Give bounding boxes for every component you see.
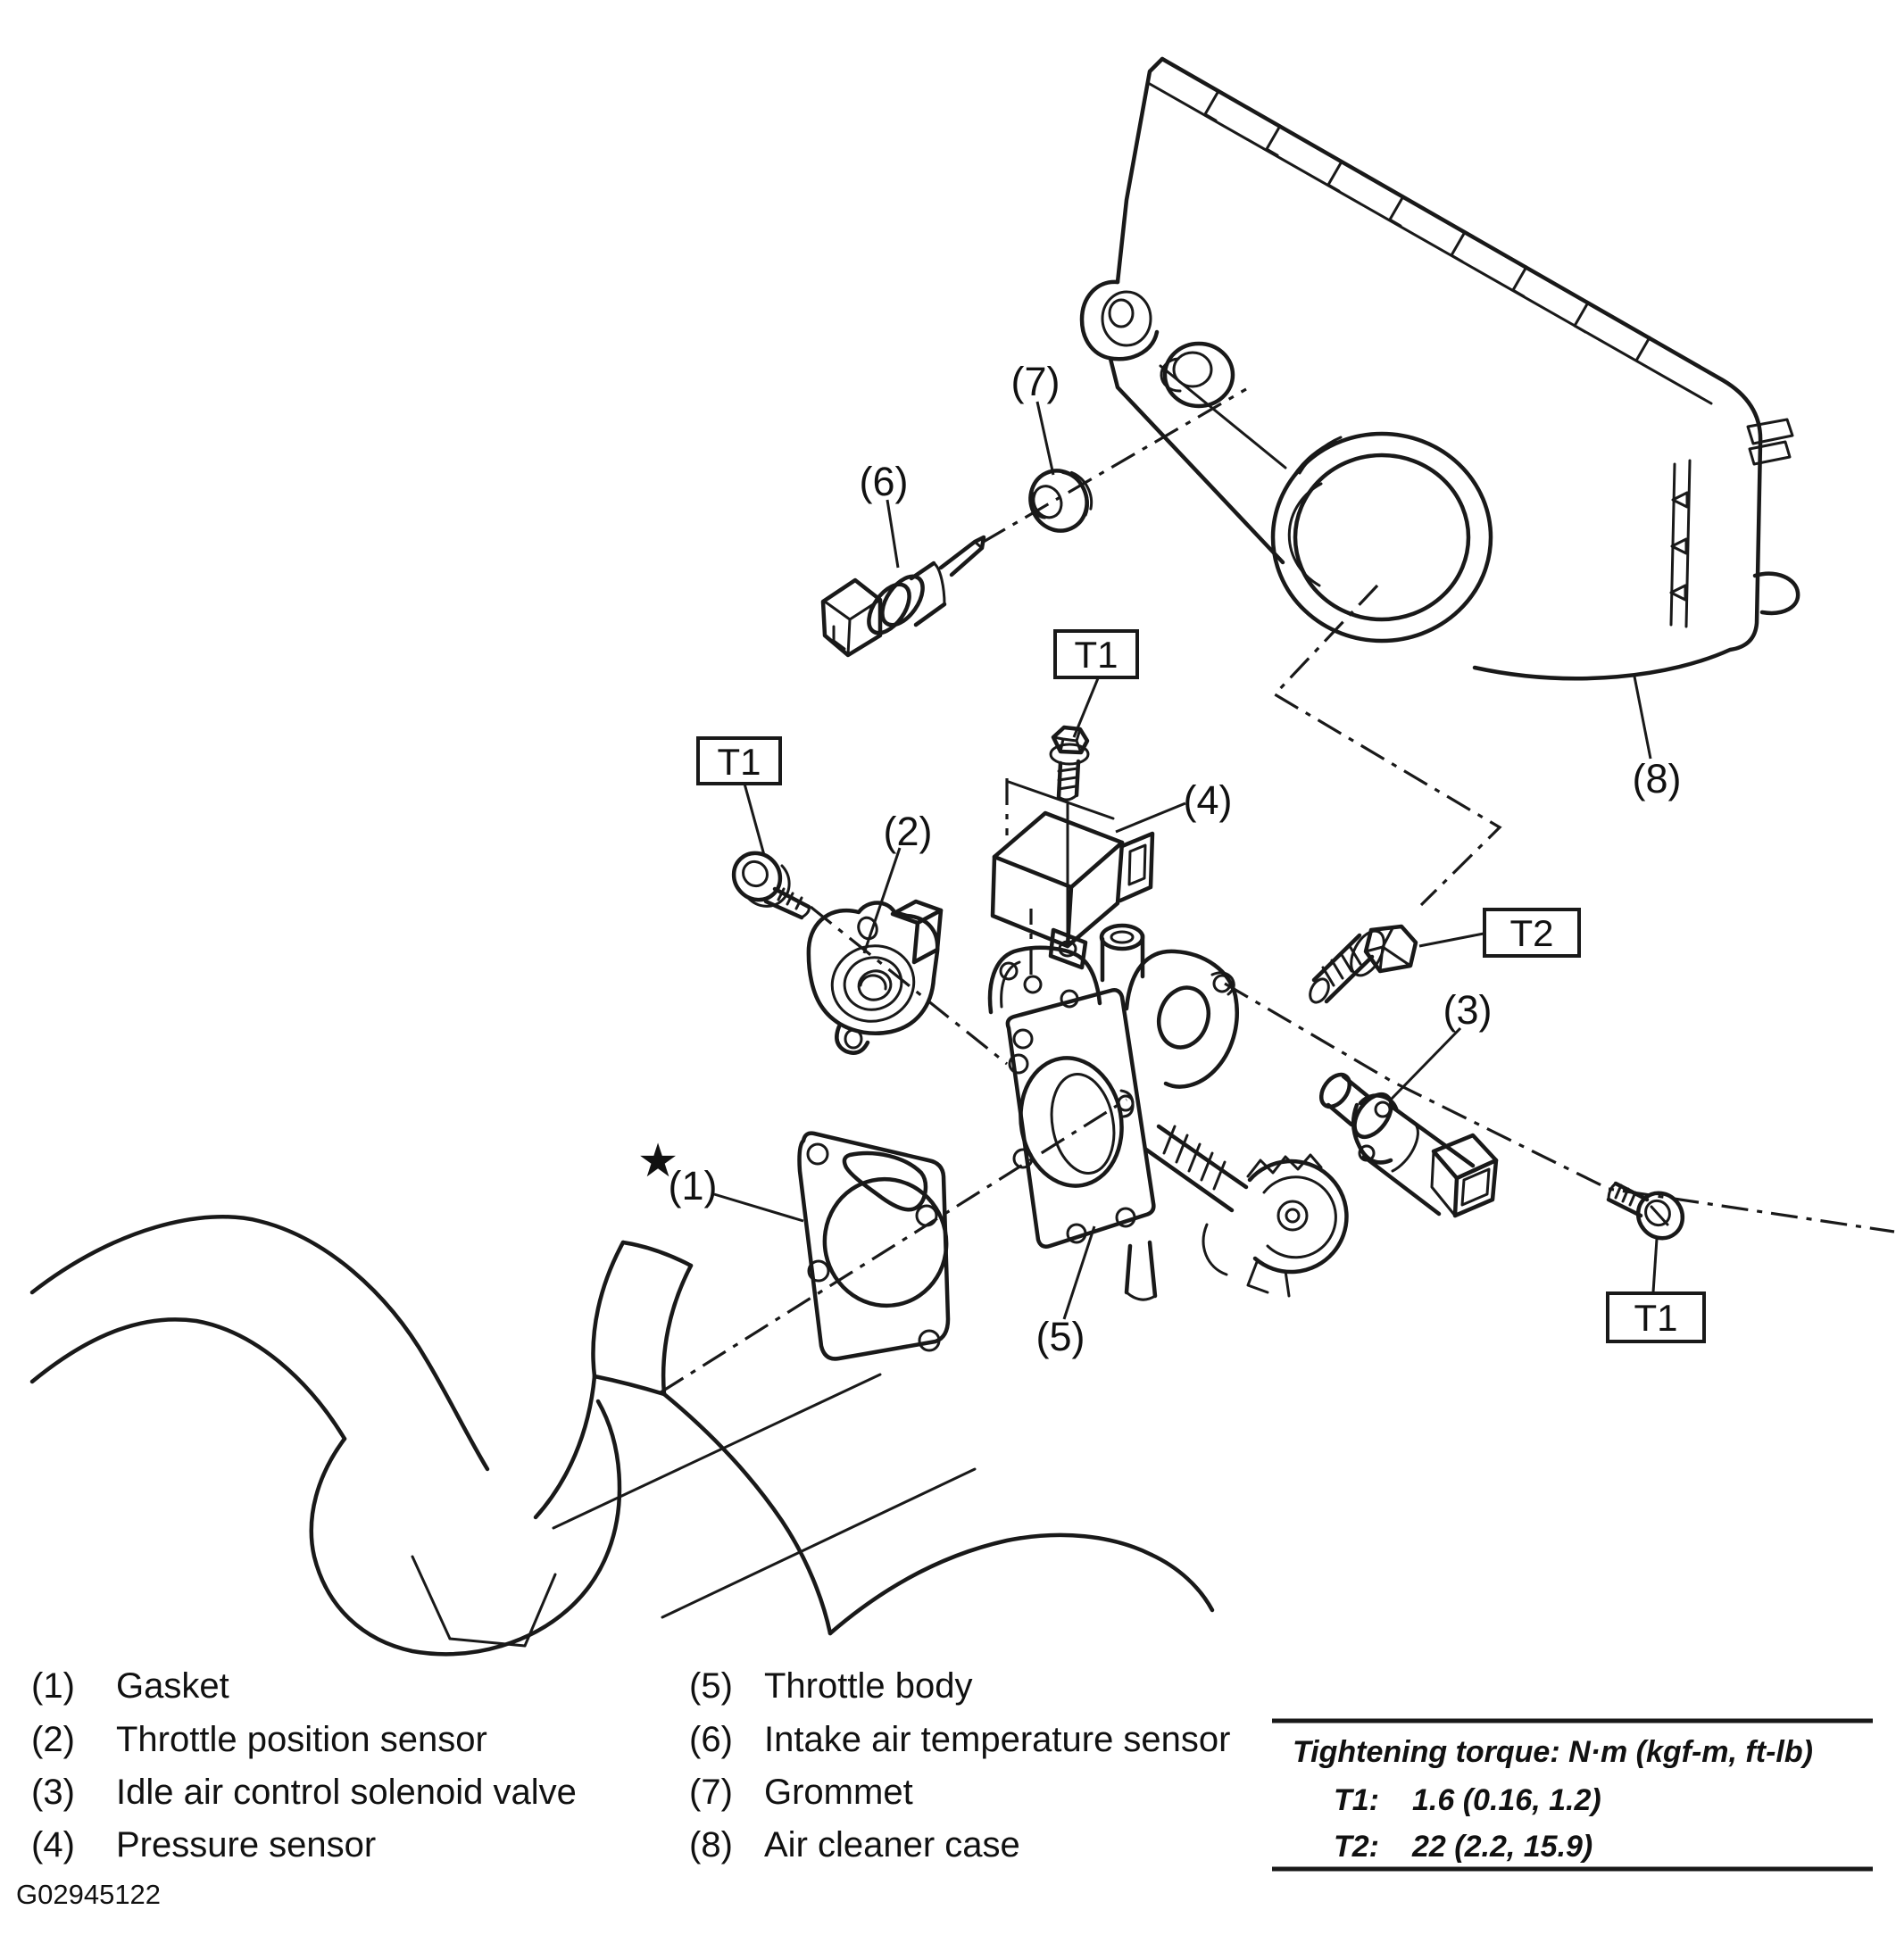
t1-bolt-middle [1051,727,1088,800]
legend-label-8: Air cleaner case [764,1825,1020,1864]
t1-tag-label-bottom-right: T1 [1634,1297,1678,1339]
t1-tag-label-middle: T1 [1074,634,1118,676]
legend-num-7: (7) [689,1773,733,1812]
torque-table [1272,1721,1873,1869]
legend-num-4: (4) [31,1825,75,1864]
leader-lines [714,402,1657,1319]
assembly-axis-lines [661,389,1894,1392]
legend-label-6: Intake air temperature sensor [764,1720,1231,1759]
legend-num-6: (6) [689,1720,733,1759]
t1-screw-bottom-right [1609,1183,1692,1247]
t1-screw-left [724,843,809,918]
legend-label-7: Grommet [764,1773,913,1812]
torque-row-t1-tag: T1: [1334,1783,1379,1817]
legend-label-2: Throttle position sensor [116,1720,487,1759]
legend [16,1666,1230,1910]
torque-tag-boxes [698,631,1704,1341]
t2-tag-label: T2 [1509,912,1554,954]
gasket-star-marker: ★ [636,1134,679,1188]
callout-5: (5) [1035,1314,1085,1359]
pressure-sensor [993,804,1152,968]
legend-num-3: (3) [31,1773,75,1812]
legend-num-1: (1) [31,1666,75,1706]
t2-bolt [1306,926,1416,1005]
legend-label-4: Pressure sensor [116,1825,377,1864]
torque-table-title: Tightening torque: N·m (kgf-m, ft-lb) [1293,1735,1813,1769]
gasket [800,1134,959,1359]
callout-labels [637,359,1682,1359]
intake-manifold [32,1217,1212,1654]
intake-air-temperature-sensor [823,537,984,655]
callout-4: (4) [1183,777,1233,823]
legend-num-2: (2) [31,1720,75,1759]
throttle-body [990,926,1346,1300]
callout-8: (8) [1632,756,1682,801]
legend-label-3: Idle air control solenoid valve [116,1773,577,1812]
torque-row-t1-value: 1.6 (0.16, 1.2) [1412,1783,1601,1817]
callout-2: (2) [883,809,933,854]
air-cleaner-case [1082,59,1798,678]
callout-6: (6) [859,459,909,504]
t1-tag-label-left: T1 [717,741,761,783]
legend-num-8: (8) [689,1825,733,1864]
legend-label-5: Throttle body [764,1666,973,1706]
legend-label-1: Gasket [116,1666,229,1706]
torque-row-t2-tag: T2: [1334,1830,1379,1864]
callout-7: (7) [1010,359,1060,404]
figure-id: G02945122 [16,1879,162,1910]
callout-1: (1) [668,1163,718,1208]
grommet [1021,460,1101,539]
legend-num-5: (5) [689,1666,733,1706]
callout-3: (3) [1443,987,1493,1033]
torque-row-t2-value: 22 (2.2, 15.9) [1412,1830,1593,1864]
